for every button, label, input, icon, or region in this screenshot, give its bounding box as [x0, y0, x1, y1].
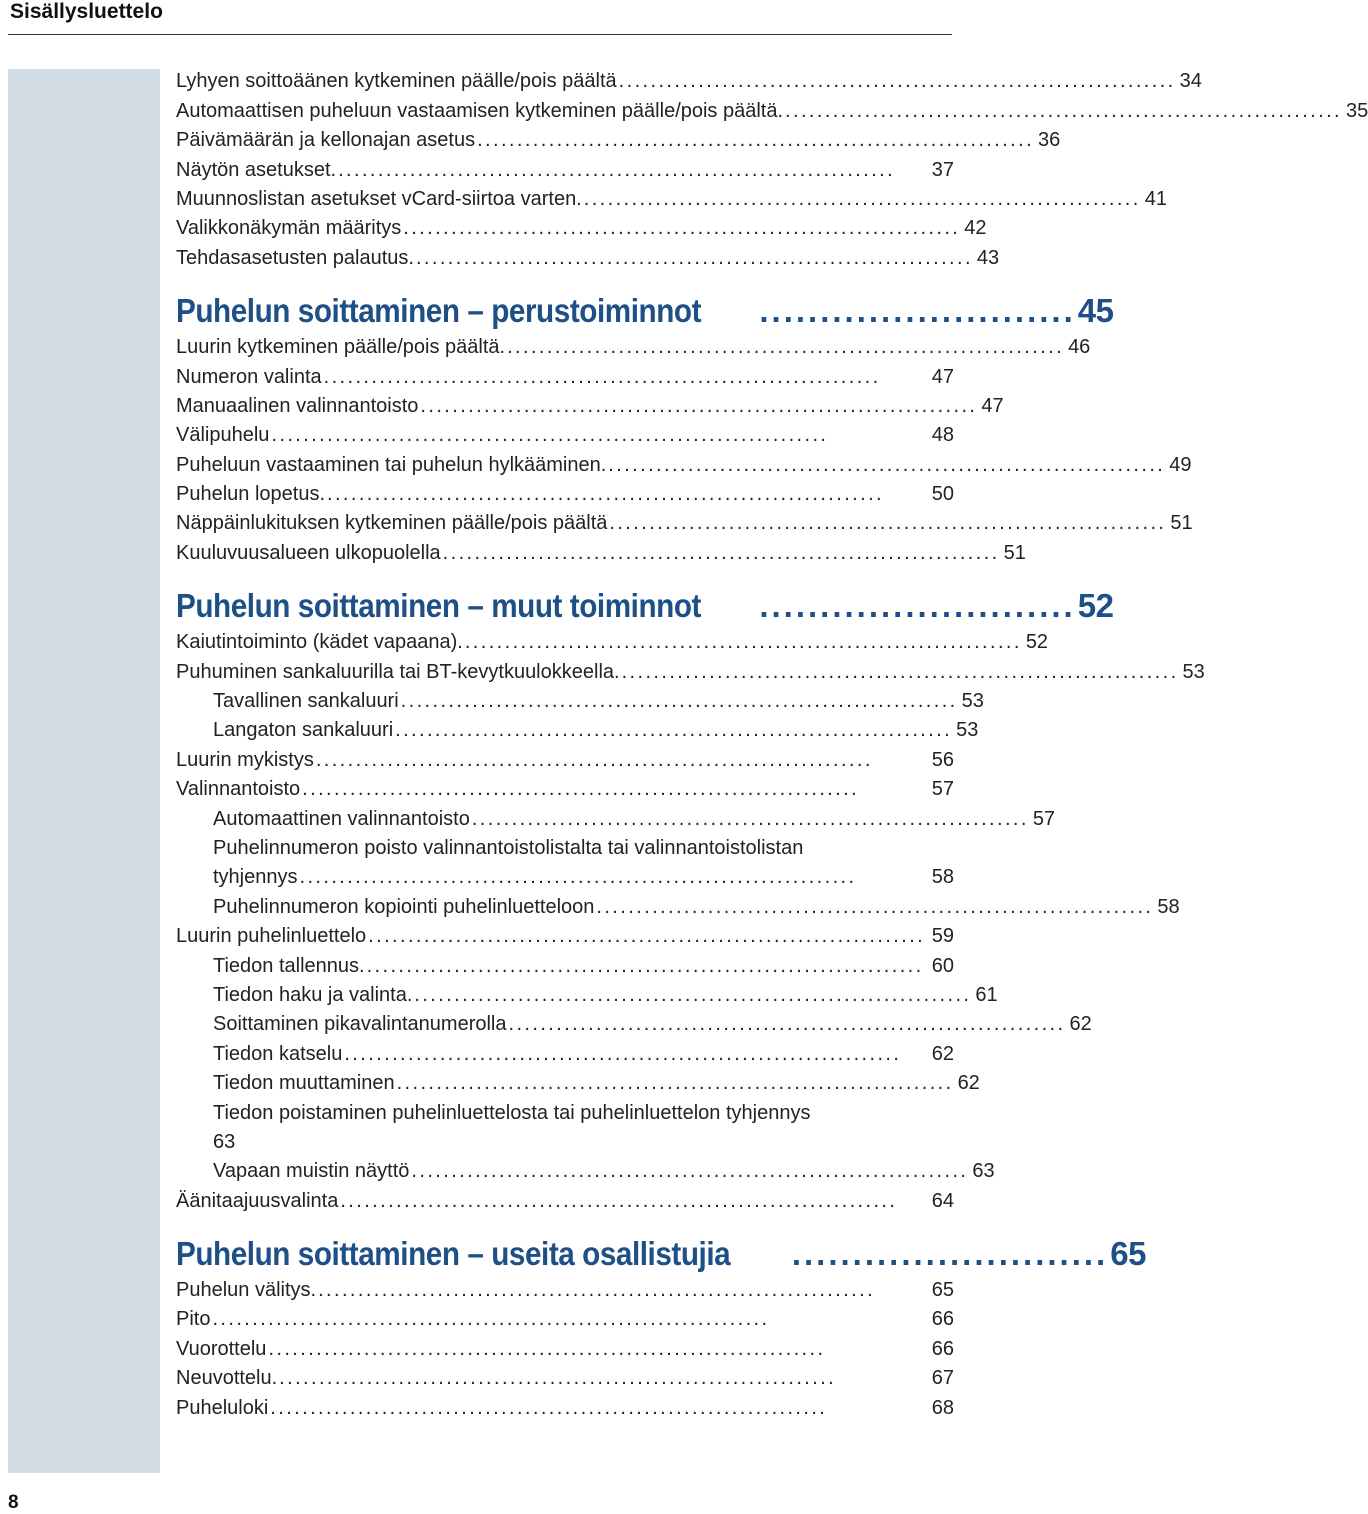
toc-entry-title: Puhuminen sankaluurilla tai BT-kevytkuulokkeella. — [176, 660, 620, 683]
toc-entry-title: Puheluun vastaaminen tai puhelun hylkääminen. — [176, 453, 607, 476]
toc-entry[interactable]: Välipuhelu ...................................................................... 48 — [176, 424, 954, 447]
header-title: Sisällysluettelo — [10, 0, 163, 23]
toc-entry-title: Automaattinen valinnantoisto — [213, 807, 470, 830]
toc-entry-title: Päivämäärän ja kellonajan asetus — [176, 129, 476, 152]
toc-subentry[interactable]: Vapaan muistin näyttö ...................................................................... 63 — [213, 1160, 995, 1183]
toc-entry-page: 63 — [213, 1130, 236, 1153]
toc-subentry[interactable]: Tiedon muuttaminen ...................................................................... 62 — [213, 1072, 980, 1095]
toc-entry-page: 53 — [961, 690, 984, 713]
toc-entry-title: Puhelun lopetus. — [176, 483, 326, 506]
toc-entry[interactable]: Päivämäärän ja kellonajan asetus ...................................................................... 36 — [176, 129, 1061, 152]
toc-entry-title: Numeron valinta — [176, 365, 322, 388]
toc-entry-title: Puhelun välitys. — [176, 1279, 317, 1302]
toc-entry[interactable]: Puhelun lopetus. ...................................................................... 50 — [176, 483, 954, 506]
toc-entry-page: 36 — [1038, 129, 1061, 152]
toc-entry[interactable]: Manuaalinen valinnantoisto ...................................................................... 47 — [176, 394, 1004, 417]
toc-entry-page: 47 — [931, 365, 954, 388]
toc-entry-title: Kuuluvuusalueen ulkopuolella — [176, 541, 441, 564]
toc-entry-title: Pito — [176, 1308, 211, 1331]
toc-entry-page: 43 — [976, 246, 1000, 269]
toc-entry-title: Tiedon muuttaminen — [213, 1072, 395, 1095]
toc-entry-title: Luurin puhelinluettelo — [176, 925, 367, 948]
section-page: 45 — [1077, 291, 1114, 329]
toc-entry-page: 66 — [931, 1308, 954, 1331]
toc-section-heading[interactable]: Puhelun soittaminen – muut toiminnot .......................... 52 — [176, 586, 1114, 624]
toc-subentry-wrapped-line[interactable] — [176, 1094, 954, 1123]
toc-entry-page: 62 — [1069, 1013, 1092, 1036]
toc-subentry[interactable]: Puhelinnumeron kopiointi puhelinluetteloon ...................................................................... 58 — [213, 895, 1180, 918]
toc-entry-title: Muunnoslistan asetukset vCard-siirtoa varten. — [176, 187, 582, 210]
toc-entry-title: Luurin mykistys — [176, 748, 314, 771]
toc-entry-title: Tiedon katselu — [213, 1042, 343, 1065]
toc-entry-title: Puhelinnumeron kopiointi puhelinluetteloon — [213, 895, 595, 918]
toc-subentry-wrapped-line[interactable] — [176, 830, 954, 859]
table-of-contents — [176, 63, 1368, 1419]
toc-entry-page: 42 — [964, 217, 987, 240]
toc-entry[interactable]: Numeron valinta ...................................................................... 47 — [176, 365, 954, 388]
toc-entry-title: Vapaan muistin näyttö — [213, 1160, 410, 1183]
toc-entry-title: Tiedon tallennus. — [213, 954, 365, 977]
toc-entry-title-line1: Puhelinnumeron poisto valinnantoistolistalta tai valinnantoistolistan — [213, 836, 804, 859]
toc-entry-title: Vuorottelu — [176, 1337, 267, 1360]
toc-entry-page: 62 — [931, 1042, 954, 1065]
toc-entry-title: Luurin kytkeminen päälle/pois päältä. — [176, 336, 506, 359]
toc-entry[interactable]: Kaiutintoiminto (kädet vapaana). ...................................................................... 52 — [176, 631, 1049, 654]
section-title: Puhelun soittaminen – perustoiminnot — [176, 291, 702, 329]
toc-entry[interactable]: Luurin puhelinluettelo ...................................................................... 59 — [176, 925, 954, 948]
toc-entry-title: tyhjennys — [213, 866, 298, 889]
toc-entry-page: 58 — [931, 866, 954, 889]
toc-entry-page: 35 — [1346, 99, 1368, 122]
toc-entry-page: 47 — [981, 394, 1004, 417]
toc-entry-page: 50 — [931, 483, 954, 506]
toc-entry-title: Välipuhelu — [176, 424, 270, 447]
toc-entry-page: 53 — [1182, 660, 1205, 683]
toc-entry-page: 57 — [1032, 807, 1056, 830]
toc-entry-title: Tehdasasetusten palautus. — [176, 246, 414, 269]
toc-entry-title: Kaiutintoiminto (kädet vapaana). — [176, 631, 463, 654]
toc-subentry[interactable]: Tiedon tallennus. ...................................................................... 60 — [213, 954, 954, 977]
page-header — [8, 0, 952, 35]
toc-entry-page: 53 — [956, 719, 979, 742]
page-number: 8 — [8, 1492, 19, 1513]
toc-entry-page: 37 — [931, 158, 954, 181]
toc-entry[interactable]: Puhuminen sankaluurilla tai BT-kevytkuulokkeella. ...................................................................... 53 — [176, 660, 1205, 683]
toc-entry-page: 63 — [972, 1160, 995, 1183]
toc-entry[interactable]: Puhelun välitys. ...................................................................... 65 — [176, 1279, 954, 1302]
toc-entry-page: 56 — [931, 748, 954, 771]
toc-entry-title: Näytön asetukset. — [176, 158, 337, 181]
toc-entry-title: Soittaminen pikavalintanumerolla — [213, 1013, 507, 1036]
toc-entry-title: Manuaalinen valinnantoisto — [176, 394, 419, 417]
side-band — [8, 69, 160, 1473]
toc-entry[interactable]: Puheluloki ...................................................................... 68 — [176, 1396, 954, 1419]
toc-entry-title: Automaattisen puheluun vastaamisen kytkeminen päälle/pois päältä. — [176, 99, 784, 122]
toc-section-heading[interactable]: Puhelun soittaminen – useita osallistujia .......................... 65 — [176, 1234, 1146, 1272]
toc-entry[interactable]: Valikkonäkymän määritys ...................................................................... 42 — [176, 217, 987, 240]
toc-entry-page: 66 — [931, 1337, 954, 1360]
toc-entry-page: 52 — [1025, 631, 1049, 654]
toc-entry[interactable]: Automaattisen puheluun vastaamisen kytkeminen päälle/pois päältä. ...................................................................... 35 — [176, 99, 1368, 122]
toc-entry-page: 67 — [931, 1367, 954, 1390]
toc-entry-page: 57 — [931, 778, 954, 801]
section-title: Puhelun soittaminen – useita osallistujia — [176, 1234, 731, 1272]
toc-subentry[interactable]: Automaattinen valinnantoisto ...................................................................... 57 — [213, 807, 1056, 830]
toc-entry[interactable]: Kuuluvuusalueen ulkopuolella ...................................................................... 51 — [176, 541, 1026, 564]
toc-entry-page: 60 — [931, 954, 954, 977]
toc-entry[interactable]: Luurin kytkeminen päälle/pois päältä. ...................................................................... 46 — [176, 336, 1091, 359]
toc-entry-page: 62 — [957, 1072, 980, 1095]
toc-entry[interactable]: Muunnoslistan asetukset vCard-siirtoa varten. ...................................................................... 41 — [176, 187, 1167, 210]
toc-subentry-page-line[interactable] — [176, 1124, 954, 1153]
toc-entry[interactable]: Neuvottelu. ...................................................................... 67 — [176, 1367, 954, 1390]
toc-entry-title: Neuvottelu. — [176, 1367, 278, 1390]
toc-subentry[interactable]: Tiedon haku ja valinta. ...................................................................... 61 — [213, 983, 998, 1006]
toc-entry-page: 58 — [1157, 895, 1180, 918]
toc-entry-title: Tavallinen sankaluuri — [213, 690, 399, 713]
toc-subentry[interactable]: tyhjennys ...................................................................... 58 — [213, 866, 954, 889]
toc-entry-title: Lyhyen soittoäänen kytkeminen päälle/pois päältä — [176, 70, 617, 93]
toc-entry-page: 41 — [1144, 187, 1167, 210]
toc-section-heading[interactable]: Puhelun soittaminen – perustoiminnot .......................... 45 — [176, 291, 1114, 329]
toc-entry-title: Langaton sankaluuri — [213, 719, 394, 742]
toc-entry-page: 65 — [931, 1279, 954, 1302]
toc-subentry[interactable]: Langaton sankaluuri ...................................................................... 53 — [213, 719, 979, 742]
toc-entry[interactable]: Lyhyen soittoäänen kytkeminen päälle/pois päältä ...................................................................... 34 — [176, 70, 1202, 93]
toc-entry[interactable]: Vuorottelu ...................................................................... 66 — [176, 1337, 954, 1360]
toc-entry[interactable]: Pito ...................................................................... 66 — [176, 1308, 954, 1331]
toc-entry-title: Valinnantoisto — [176, 778, 301, 801]
section-page: 52 — [1077, 586, 1114, 624]
toc-entry-title: Tiedon poistaminen puhelinluettelosta tai puhelinluettelon tyhjennys — [213, 1101, 811, 1124]
toc-entry-title: Puheluloki — [176, 1396, 269, 1419]
toc-entry-page: 51 — [1003, 541, 1026, 564]
toc-entry-page: 34 — [1179, 70, 1202, 93]
toc-entry-page: 61 — [975, 983, 998, 1006]
toc-entry-title: Tiedon haku ja valinta. — [213, 983, 413, 1006]
toc-entry-title: Valikkonäkymän määritys — [176, 217, 402, 240]
toc-entry-page: 48 — [931, 424, 954, 447]
toc-entry-page: 64 — [931, 1189, 954, 1212]
toc-entry[interactable]: Valinnantoisto ...................................................................... 57 — [176, 778, 954, 801]
toc-entry[interactable]: Luurin mykistys ...................................................................... 56 — [176, 748, 954, 771]
toc-subentry[interactable]: Tiedon katselu ...................................................................... 62 — [213, 1042, 954, 1065]
toc-entry-page: 51 — [1170, 512, 1193, 535]
toc-entry-page: 46 — [1068, 336, 1091, 359]
toc-subentry[interactable]: Tavallinen sankaluuri ...................................................................... 53 — [213, 690, 984, 713]
toc-entry-title: Näppäinlukituksen kytkeminen päälle/pois päältä — [176, 512, 608, 535]
section-title: Puhelun soittaminen – muut toiminnot — [176, 586, 701, 624]
toc-entry[interactable]: Tehdasasetusten palautus. ...................................................................... 43 — [176, 246, 1000, 269]
toc-entry-page: 68 — [931, 1396, 954, 1419]
toc-entry[interactable]: Näytön asetukset. ...................................................................... 37 — [176, 158, 954, 181]
toc-entry[interactable]: Puheluun vastaaminen tai puhelun hylkääminen. ...................................................................... 49 — [176, 453, 1192, 476]
toc-entry-title: Äänitaajuusvalinta — [176, 1189, 339, 1212]
toc-entry[interactable]: Äänitaajuusvalinta ...................................................................... 64 — [176, 1189, 954, 1212]
toc-entry-page: 59 — [931, 925, 954, 948]
toc-subentry[interactable]: Soittaminen pikavalintanumerolla ...................................................................... 62 — [213, 1013, 1092, 1036]
section-page: 65 — [1110, 1234, 1146, 1272]
toc-entry-page: 49 — [1169, 453, 1192, 476]
toc-entry[interactable]: Näppäinlukituksen kytkeminen päälle/pois päältä ...................................................................... 51 — [176, 512, 1193, 535]
